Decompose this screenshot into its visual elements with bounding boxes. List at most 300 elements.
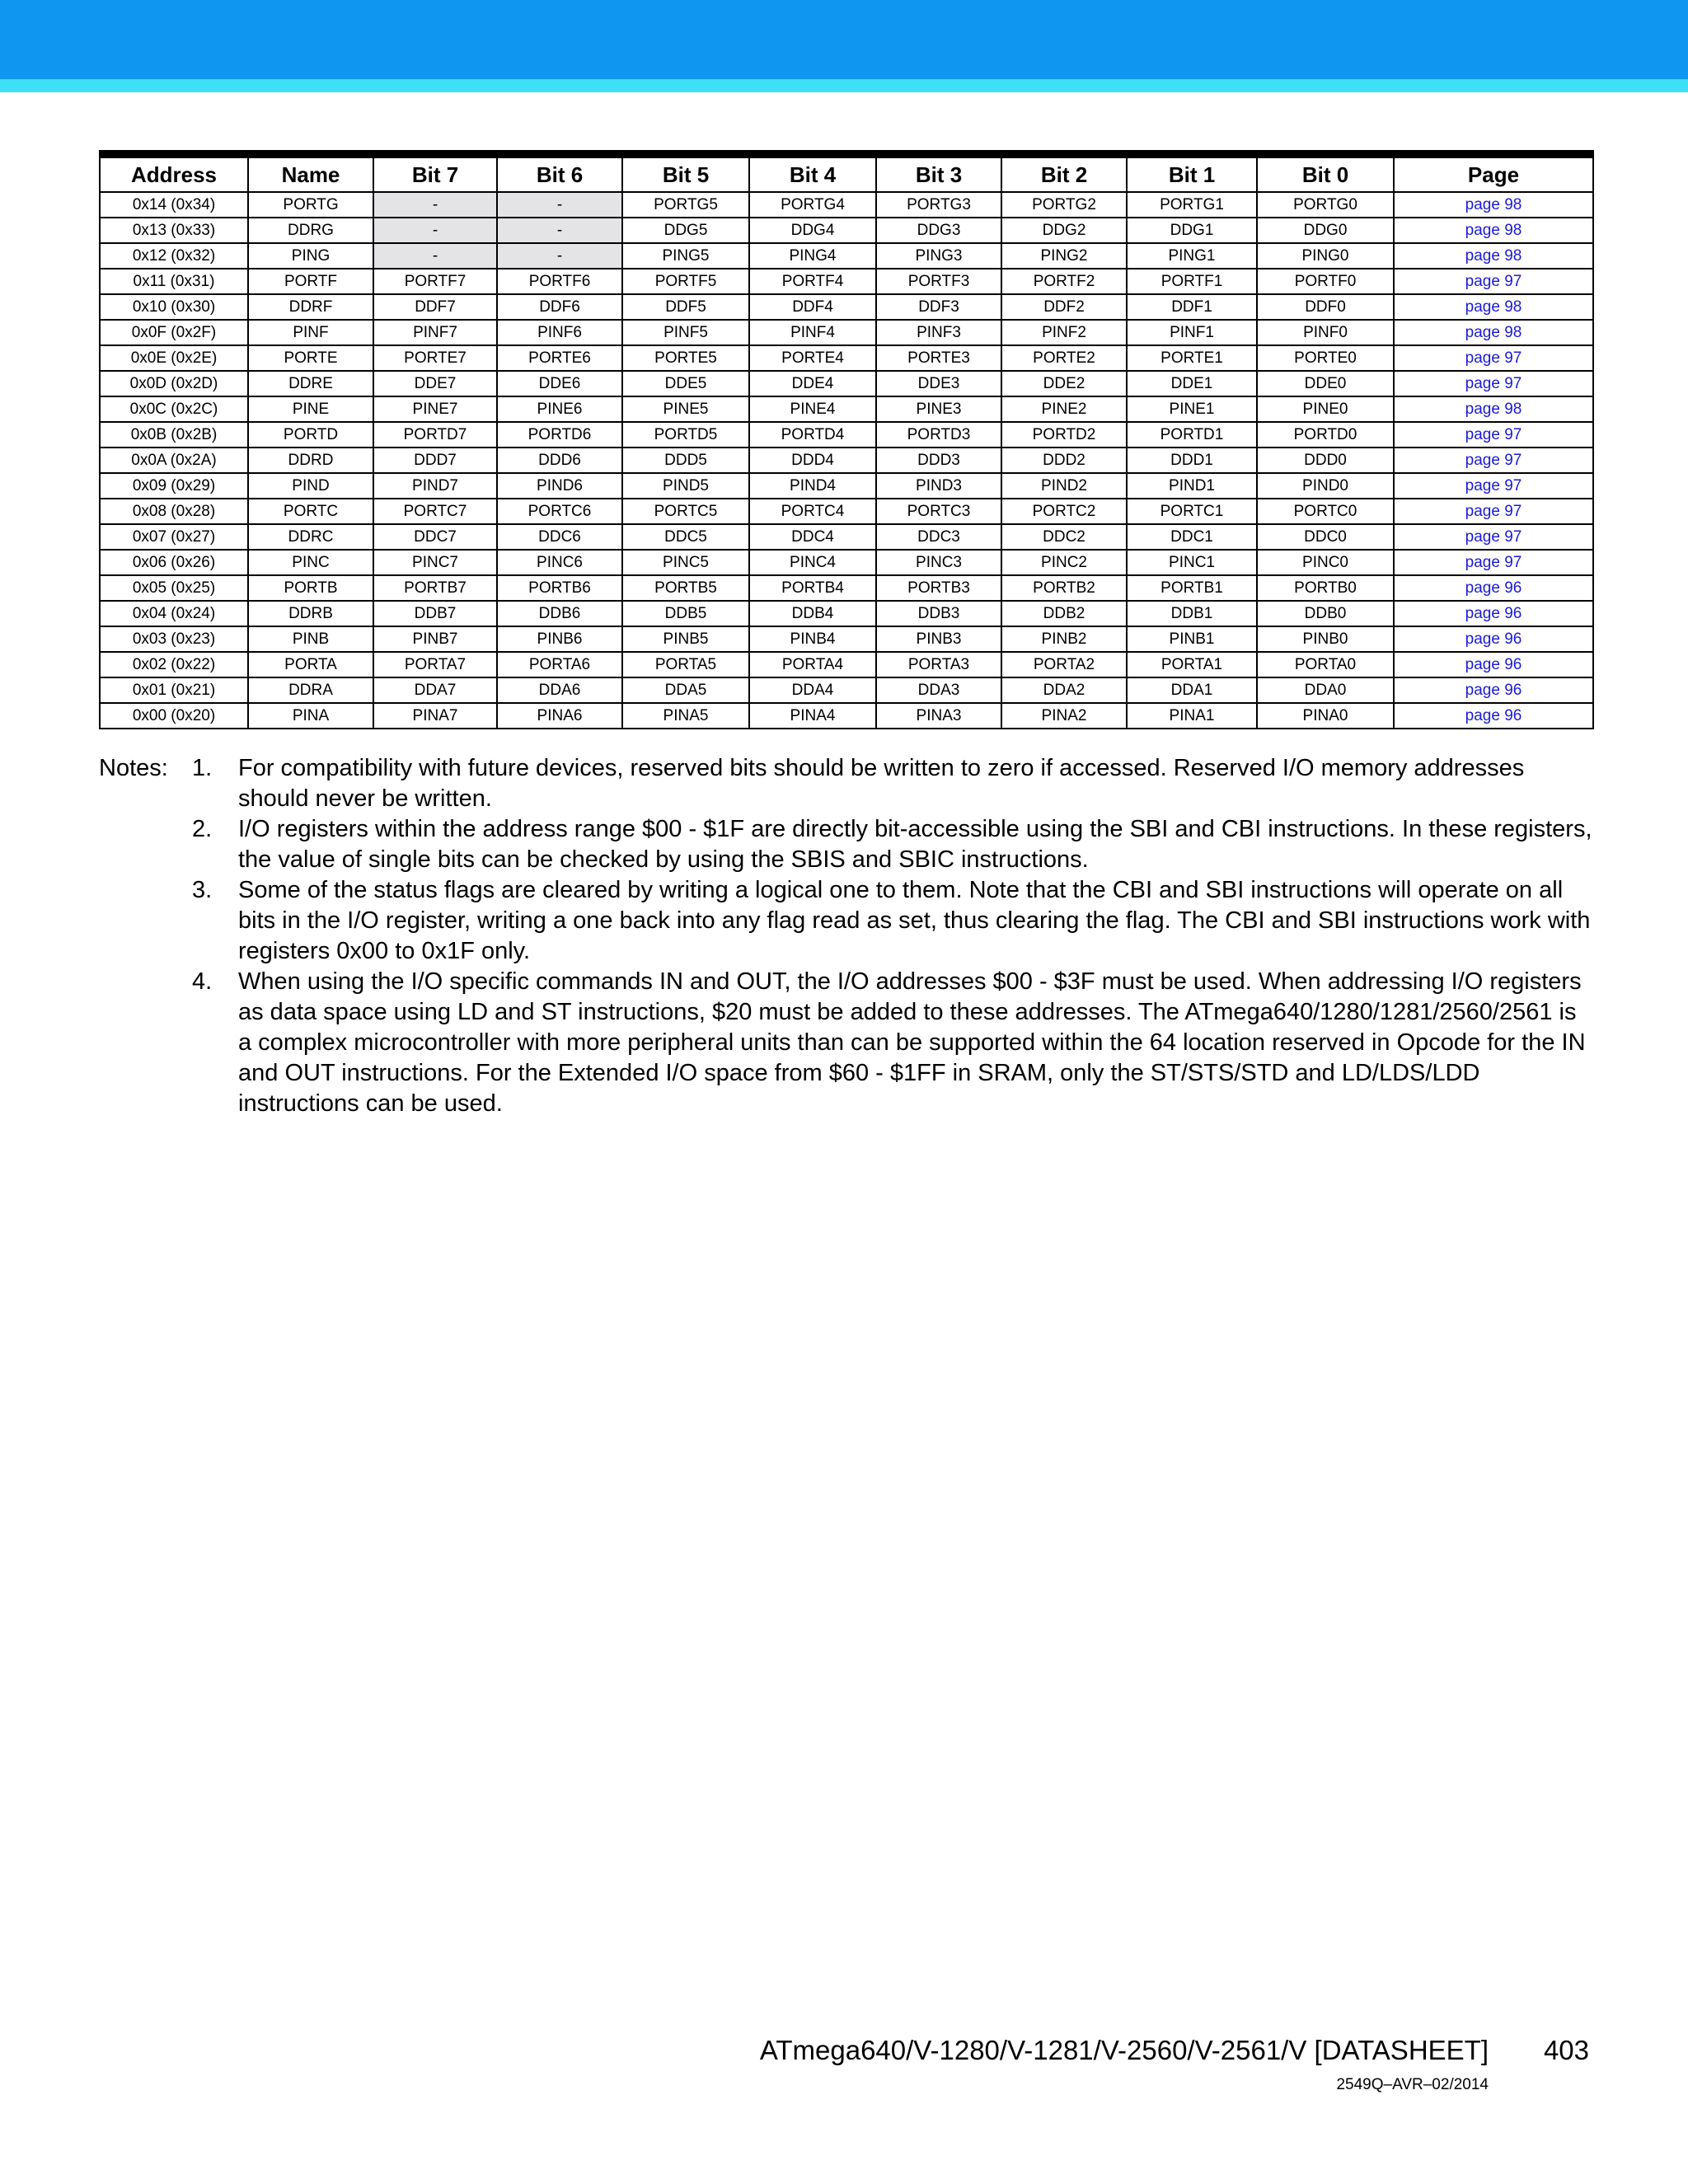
note-item	[192, 875, 1592, 967]
bit-cell: PINC2	[1001, 550, 1127, 575]
bit-cell: PINF7	[373, 320, 497, 345]
column-header: Bit 0	[1257, 154, 1394, 192]
address-cell: 0x06 (0x26)	[100, 550, 248, 575]
page-reference-link[interactable]: page 98	[1465, 298, 1522, 316]
table-row	[100, 626, 1593, 652]
bit-cell: PORTE3	[876, 345, 1001, 371]
bit-cell: PINE6	[497, 396, 622, 422]
bit-cell: PINA7	[373, 703, 497, 729]
page-reference-link[interactable]: page 97	[1465, 272, 1522, 290]
bit-cell: PORTF2	[1001, 269, 1127, 294]
table-row	[100, 652, 1593, 677]
bit-cell: PORTE4	[749, 345, 876, 371]
page-reference-link[interactable]: page 97	[1465, 527, 1522, 546]
bit-cell: DDD3	[876, 448, 1001, 473]
bit-cell: DDB0	[1257, 601, 1394, 626]
page-reference-link[interactable]: page 97	[1465, 349, 1522, 367]
bit-cell: PORTD1	[1127, 422, 1257, 448]
bit-cell: PORTB0	[1257, 575, 1394, 601]
bit-cell: PING5	[622, 243, 749, 269]
bit-cell: PINC0	[1257, 550, 1394, 575]
bit-cell: PINB7	[373, 626, 497, 652]
bit-cell: PORTC0	[1257, 499, 1394, 524]
bit-cell: DDF0	[1257, 294, 1394, 320]
bit-cell: PORTB3	[876, 575, 1001, 601]
bit-cell: PORTA0	[1257, 652, 1394, 677]
bit-cell: PINE1	[1127, 396, 1257, 422]
page-reference-link[interactable]: page 96	[1465, 630, 1522, 648]
bit-cell: DDE4	[749, 371, 876, 396]
address-cell: 0x0F (0x2F)	[100, 320, 248, 345]
bit-cell: PINA1	[1127, 703, 1257, 729]
column-header: Bit 7	[373, 154, 497, 192]
name-cell: DDRG	[248, 218, 373, 243]
name-cell: PIND	[248, 473, 373, 499]
bit-cell: DDC1	[1127, 524, 1257, 550]
bit-cell: PIND0	[1257, 473, 1394, 499]
name-cell: PORTD	[248, 422, 373, 448]
page-cell	[1394, 269, 1593, 294]
page-reference-link[interactable]: page 97	[1465, 502, 1522, 520]
bit-cell: DDG5	[622, 218, 749, 243]
table-row	[100, 550, 1593, 575]
bit-cell: PINF4	[749, 320, 876, 345]
name-cell: PING	[248, 243, 373, 269]
bit-cell: PINA2	[1001, 703, 1127, 729]
footer-title: ATmega640/V-1280/V-1281/V-2560/V-2561/V [DATASHEET]	[759, 2035, 1489, 2065]
bit-cell: PORTG5	[622, 192, 749, 218]
page-cell	[1394, 192, 1593, 218]
bit-cell: PORTF1	[1127, 269, 1257, 294]
bit-cell: PORTA3	[876, 652, 1001, 677]
bit-cell: PINF1	[1127, 320, 1257, 345]
address-cell: 0x01 (0x21)	[100, 677, 248, 703]
bit-cell: PORTD7	[373, 422, 497, 448]
bit-cell: PORTE2	[1001, 345, 1127, 371]
table-row	[100, 499, 1593, 524]
bit-cell: PORTC7	[373, 499, 497, 524]
bit-cell: PINB0	[1257, 626, 1394, 652]
bit-cell: DDG0	[1257, 218, 1394, 243]
bit-cell: DDE3	[876, 371, 1001, 396]
bit-cell: DDD0	[1257, 448, 1394, 473]
note-text: For compatibility with future devices, reserved bits should be written to zero if accessed. Reserved I/O memory addresses should never be written.	[238, 755, 1525, 812]
note-item	[192, 753, 1592, 814]
bit-cell: PORTF4	[749, 269, 876, 294]
bit-cell: PIND5	[622, 473, 749, 499]
name-cell: DDRB	[248, 601, 373, 626]
page-cell	[1394, 371, 1593, 396]
bit-cell: PIND3	[876, 473, 1001, 499]
bit-cell: -	[497, 192, 622, 218]
address-cell: 0x14 (0x34)	[100, 192, 248, 218]
bit-cell: DDD6	[497, 448, 622, 473]
bit-cell: PORTD5	[622, 422, 749, 448]
name-cell: PORTE	[248, 345, 373, 371]
name-cell: DDRC	[248, 524, 373, 550]
name-cell: PINB	[248, 626, 373, 652]
name-cell: PINF	[248, 320, 373, 345]
bit-cell: PINA6	[497, 703, 622, 729]
bit-cell: DDE1	[1127, 371, 1257, 396]
page-cell	[1394, 448, 1593, 473]
table-row	[100, 371, 1593, 396]
table-row	[100, 345, 1593, 371]
page-cell	[1394, 575, 1593, 601]
bit-cell: DDA3	[876, 677, 1001, 703]
page-reference-link[interactable]: page 97	[1465, 451, 1522, 469]
note-text: When using the I/O specific commands IN and OUT, the I/O addresses $00 - $3F must be used. When addressing I/O registers as data space using LD and ST instructions, $20 must be added to these addresses. The ATmega640/1280/1281/2560/2561 is a complex microcontroller with more peripheral units than can be supported within the 64 location reserved in Opcode for the IN and OUT instructions. For the Extended I/O space from $60 - $1FF in SRAM, only the ST/STS/STD and LD/LDS/LDD instructions can be used.	[238, 968, 1586, 1117]
bit-cell: PING3	[876, 243, 1001, 269]
address-cell: 0x08 (0x28)	[100, 499, 248, 524]
address-cell: 0x0C (0x2C)	[100, 396, 248, 422]
bit-cell: PINC1	[1127, 550, 1257, 575]
note-text: Some of the status flags are cleared by writing a logical one to them. Note that the CBI and SBI instructions will operate on all bits in the I/O register, writing a one back into any flag read as set, thus clearing the flag. The CBI and SBI instructions work with registers 0x00 to 0x1F only.	[238, 877, 1591, 964]
bit-cell: PINB1	[1127, 626, 1257, 652]
page-cell	[1394, 294, 1593, 320]
bit-cell: DDC2	[1001, 524, 1127, 550]
bit-cell: PORTG1	[1127, 192, 1257, 218]
name-cell: PINE	[248, 396, 373, 422]
bit-cell: PINE5	[622, 396, 749, 422]
bit-cell: PING4	[749, 243, 876, 269]
bit-cell: PINF3	[876, 320, 1001, 345]
bit-cell: PORTC3	[876, 499, 1001, 524]
table-row	[100, 396, 1593, 422]
bit-cell: DDF5	[622, 294, 749, 320]
page-reference-link[interactable]: page 98	[1465, 400, 1522, 418]
bit-cell: PING0	[1257, 243, 1394, 269]
name-cell: PINA	[248, 703, 373, 729]
column-header: Bit 3	[876, 154, 1001, 192]
page-cell	[1394, 422, 1593, 448]
page-reference-link[interactable]: page 96	[1465, 681, 1522, 699]
bit-cell: -	[373, 243, 497, 269]
bit-cell: PORTA7	[373, 652, 497, 677]
bit-cell: PINF5	[622, 320, 749, 345]
bit-cell: PINF2	[1001, 320, 1127, 345]
name-cell: PORTF	[248, 269, 373, 294]
bit-cell: DDB2	[1001, 601, 1127, 626]
bit-cell: PINA4	[749, 703, 876, 729]
bit-cell: DDC4	[749, 524, 876, 550]
table-row	[100, 473, 1593, 499]
address-cell: 0x05 (0x25)	[100, 575, 248, 601]
note-number: 3.	[192, 877, 213, 903]
address-cell: 0x03 (0x23)	[100, 626, 248, 652]
bit-cell: PORTA6	[497, 652, 622, 677]
bit-cell: DDE7	[373, 371, 497, 396]
table-row	[100, 601, 1593, 626]
notes-list	[99, 753, 1592, 1119]
note-item	[192, 814, 1592, 875]
bit-cell: DDE2	[1001, 371, 1127, 396]
bit-cell: PORTF7	[373, 269, 497, 294]
page-reference-link[interactable]: page 97	[1465, 476, 1522, 494]
page-reference-link[interactable]: page 98	[1465, 221, 1522, 239]
bit-cell: PORTA2	[1001, 652, 1127, 677]
page-reference-link[interactable]: page 97	[1465, 374, 1522, 392]
bit-cell: PORTA4	[749, 652, 876, 677]
header-accent-stripe	[0, 79, 1688, 92]
name-cell: PORTG	[248, 192, 373, 218]
table-row	[100, 524, 1593, 550]
bit-cell: PORTD4	[749, 422, 876, 448]
name-cell: PORTC	[248, 499, 373, 524]
column-header: Bit 5	[622, 154, 749, 192]
atmel-logo	[96, 2042, 237, 2088]
column-header: Page	[1394, 154, 1593, 192]
bit-cell: DDA0	[1257, 677, 1394, 703]
bit-cell: DDE0	[1257, 371, 1394, 396]
bit-cell: DDG2	[1001, 218, 1127, 243]
bit-cell: PING2	[1001, 243, 1127, 269]
note-number: 4.	[192, 968, 213, 995]
address-cell: 0x04 (0x24)	[100, 601, 248, 626]
page-reference-link[interactable]: page 96	[1465, 604, 1522, 622]
address-cell: 0x00 (0x20)	[100, 703, 248, 729]
bit-cell: PORTD3	[876, 422, 1001, 448]
address-cell: 0x12 (0x32)	[100, 243, 248, 269]
bit-cell: PINB3	[876, 626, 1001, 652]
name-cell: DDRF	[248, 294, 373, 320]
note-item	[192, 967, 1592, 1119]
note-number: 1.	[192, 755, 213, 781]
bit-cell: PINB4	[749, 626, 876, 652]
bit-cell: DDB5	[622, 601, 749, 626]
page-cell	[1394, 243, 1593, 269]
bit-cell: DDD2	[1001, 448, 1127, 473]
bit-cell: PORTG0	[1257, 192, 1394, 218]
bit-cell: PINC7	[373, 550, 497, 575]
bit-cell: PINC6	[497, 550, 622, 575]
bit-cell: PINE0	[1257, 396, 1394, 422]
table-row	[100, 677, 1593, 703]
bit-cell: PORTB2	[1001, 575, 1127, 601]
bit-cell: PINE2	[1001, 396, 1127, 422]
bit-cell: PINF0	[1257, 320, 1394, 345]
bit-cell: DDF3	[876, 294, 1001, 320]
address-cell: 0x0E (0x2E)	[100, 345, 248, 371]
document-id: 2549Q–AVR–02/2014	[1336, 2076, 1489, 2093]
page-cell	[1394, 601, 1593, 626]
bit-cell: PORTA1	[1127, 652, 1257, 677]
name-cell: PINC	[248, 550, 373, 575]
page-reference-link[interactable]: page 96	[1465, 655, 1522, 673]
bit-cell: PORTD2	[1001, 422, 1127, 448]
address-cell: 0x10 (0x30)	[100, 294, 248, 320]
table-header-row	[100, 154, 1593, 192]
table-row	[100, 294, 1593, 320]
bit-cell: PORTF0	[1257, 269, 1394, 294]
bit-cell: PORTF6	[497, 269, 622, 294]
bit-cell: PINC5	[622, 550, 749, 575]
bit-cell: PORTG2	[1001, 192, 1127, 218]
bit-cell: PORTB5	[622, 575, 749, 601]
bit-cell: PORTG3	[876, 192, 1001, 218]
bit-cell: PINA5	[622, 703, 749, 729]
bit-cell: PIND7	[373, 473, 497, 499]
bit-cell: PIND1	[1127, 473, 1257, 499]
bit-cell: -	[373, 192, 497, 218]
bit-cell: DDG4	[749, 218, 876, 243]
bit-cell: DDC3	[876, 524, 1001, 550]
column-header: Bit 2	[1001, 154, 1127, 192]
bit-cell: PINA3	[876, 703, 1001, 729]
page-number: 403	[1543, 2035, 1589, 2065]
bit-cell: DDD7	[373, 448, 497, 473]
page-reference-link[interactable]: page 97	[1465, 553, 1522, 571]
bit-cell: PINE7	[373, 396, 497, 422]
column-header: Name	[248, 154, 373, 192]
address-cell: 0x0D (0x2D)	[100, 371, 248, 396]
bit-cell: PORTG4	[749, 192, 876, 218]
table-row	[100, 192, 1593, 218]
page-cell	[1394, 396, 1593, 422]
address-cell: 0x11 (0x31)	[100, 269, 248, 294]
bit-cell: DDB3	[876, 601, 1001, 626]
bit-cell: DDE5	[622, 371, 749, 396]
bit-cell: DDC5	[622, 524, 749, 550]
bit-cell: DDB4	[749, 601, 876, 626]
bit-cell: PINA0	[1257, 703, 1394, 729]
header-bar	[0, 0, 1688, 79]
bit-cell: -	[497, 218, 622, 243]
notes-label: Notes:	[99, 755, 168, 781]
bit-cell: DDA5	[622, 677, 749, 703]
page-cell	[1394, 473, 1593, 499]
bit-cell: PORTE0	[1257, 345, 1394, 371]
page-cell	[1394, 345, 1593, 371]
bit-cell: DDA6	[497, 677, 622, 703]
page-cell	[1394, 626, 1593, 652]
bit-cell: PORTC1	[1127, 499, 1257, 524]
bit-cell: PORTB7	[373, 575, 497, 601]
bit-cell: DDD4	[749, 448, 876, 473]
page-reference-link[interactable]: page 96	[1465, 579, 1522, 597]
bit-cell: DDG1	[1127, 218, 1257, 243]
address-cell: 0x0A (0x2A)	[100, 448, 248, 473]
bit-cell: DDD5	[622, 448, 749, 473]
bit-cell: DDF7	[373, 294, 497, 320]
bit-cell: DDA1	[1127, 677, 1257, 703]
bit-cell: PINC3	[876, 550, 1001, 575]
bit-cell: PIND6	[497, 473, 622, 499]
bit-cell: DDB1	[1127, 601, 1257, 626]
page-cell	[1394, 524, 1593, 550]
bit-cell: PINF6	[497, 320, 622, 345]
bit-cell: DDC0	[1257, 524, 1394, 550]
bit-cell: DDF4	[749, 294, 876, 320]
table-row	[100, 422, 1593, 448]
page-reference-link[interactable]: page 96	[1465, 706, 1522, 724]
bit-cell: PORTF5	[622, 269, 749, 294]
address-cell: 0x13 (0x33)	[100, 218, 248, 243]
page-cell	[1394, 320, 1593, 345]
bit-cell: PORTE6	[497, 345, 622, 371]
table-row	[100, 218, 1593, 243]
table-row	[100, 243, 1593, 269]
column-header: Bit 6	[497, 154, 622, 192]
bit-cell: DDC7	[373, 524, 497, 550]
note-number: 2.	[192, 816, 213, 842]
bit-cell: DDF2	[1001, 294, 1127, 320]
name-cell: DDRA	[248, 677, 373, 703]
table-row	[100, 703, 1593, 729]
bit-cell: DDF1	[1127, 294, 1257, 320]
bit-cell: PORTD6	[497, 422, 622, 448]
bit-cell: DDC6	[497, 524, 622, 550]
bit-cell: PORTD0	[1257, 422, 1394, 448]
page-cell	[1394, 218, 1593, 243]
notes-section	[99, 753, 1592, 1119]
table-row	[100, 269, 1593, 294]
bit-cell: PINB2	[1001, 626, 1127, 652]
bit-cell: PINE4	[749, 396, 876, 422]
table-row	[100, 448, 1593, 473]
address-cell: 0x09 (0x29)	[100, 473, 248, 499]
bit-cell: -	[497, 243, 622, 269]
column-header: Address	[100, 154, 248, 192]
table-body	[100, 192, 1593, 729]
page-reference-link[interactable]: page 98	[1465, 246, 1522, 265]
page-cell	[1394, 703, 1593, 729]
bit-cell: PORTB1	[1127, 575, 1257, 601]
bit-cell: DDG3	[876, 218, 1001, 243]
bit-cell: PORTA5	[622, 652, 749, 677]
bit-cell: PORTB4	[749, 575, 876, 601]
address-cell: 0x07 (0x27)	[100, 524, 248, 550]
bit-cell: PORTF3	[876, 269, 1001, 294]
bit-cell: PIND4	[749, 473, 876, 499]
bit-cell: PIND2	[1001, 473, 1127, 499]
bit-cell: PORTE1	[1127, 345, 1257, 371]
name-cell: PORTB	[248, 575, 373, 601]
address-cell: 0x0B (0x2B)	[100, 422, 248, 448]
page-reference-link[interactable]: page 97	[1465, 425, 1522, 443]
bit-cell: PINB5	[622, 626, 749, 652]
address-cell: 0x02 (0x22)	[100, 652, 248, 677]
bit-cell: PORTC6	[497, 499, 622, 524]
bit-cell: PINB6	[497, 626, 622, 652]
page-cell	[1394, 677, 1593, 703]
bit-cell: DDB6	[497, 601, 622, 626]
table-row	[100, 575, 1593, 601]
bit-cell: DDD1	[1127, 448, 1257, 473]
note-text: I/O registers within the address range $00 - $1F are directly bit-accessible using the SBI and CBI instructions. In these registers, the value of single bits can be checked by using the SBIS and SBIC instructions.	[238, 816, 1592, 873]
register-summary-table	[99, 150, 1594, 729]
table-row	[100, 320, 1593, 345]
column-header: Bit 1	[1127, 154, 1257, 192]
bit-cell: DDA2	[1001, 677, 1127, 703]
bit-cell: PORTE7	[373, 345, 497, 371]
bit-cell: PORTB6	[497, 575, 622, 601]
bit-cell: PORTE5	[622, 345, 749, 371]
name-cell: DDRE	[248, 371, 373, 396]
bit-cell: PING1	[1127, 243, 1257, 269]
page-reference-link[interactable]: page 98	[1465, 323, 1522, 341]
column-header: Bit 4	[749, 154, 876, 192]
page-reference-link[interactable]: page 98	[1465, 195, 1522, 213]
bit-cell: DDE6	[497, 371, 622, 396]
bit-cell: PORTC5	[622, 499, 749, 524]
page-cell	[1394, 499, 1593, 524]
bit-cell: DDB7	[373, 601, 497, 626]
bit-cell: PORTC2	[1001, 499, 1127, 524]
bit-cell: PINC4	[749, 550, 876, 575]
bit-cell: DDA7	[373, 677, 497, 703]
bit-cell: PORTC4	[749, 499, 876, 524]
